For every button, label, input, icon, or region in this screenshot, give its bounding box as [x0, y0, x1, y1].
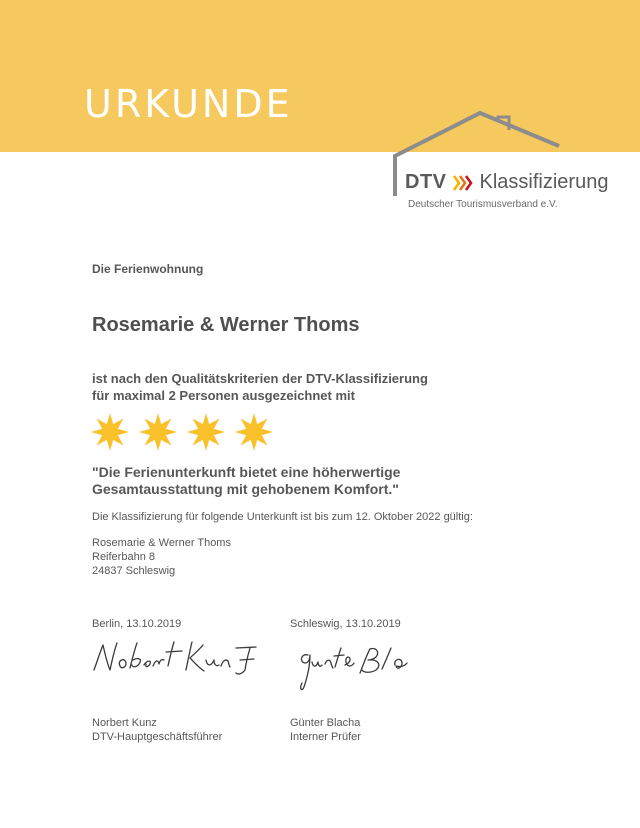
star-icon: [234, 412, 274, 452]
star-icon: [138, 412, 178, 452]
signer-kunz-name: Norbert Kunz: [92, 717, 157, 729]
quote-line-2: Gesamtausstattung mit gehobenem Komfort.": [92, 481, 399, 497]
dtv-logo-name: Klassifizierung: [479, 171, 609, 193]
address-street: Reiferbahn 8: [92, 551, 155, 563]
criteria-statement: [92, 370, 428, 404]
accommodation-address: [92, 536, 231, 578]
criteria-line-1: ist nach den Qualitätskriterien der DTV-Klassifizierung: [92, 371, 428, 386]
address-name: Rosemarie & Werner Thoms: [92, 537, 231, 549]
validity-statement: Die Klassifizierung für folgende Unterkunft ist bis zum 12. Oktober 2022 gültig:: [92, 511, 473, 523]
signature-norbert-kunz: [90, 638, 262, 680]
place-date-berlin: Berlin, 13.10.2019: [92, 618, 182, 630]
holder-name: Rosemarie & Werner Thoms: [92, 314, 360, 336]
signer-blacha-name: Günter Blacha: [290, 717, 361, 729]
star-icon: [90, 412, 130, 452]
dtv-organization: Deutscher Tourismusverband e.V.: [408, 199, 558, 210]
signer-blacha: [290, 716, 361, 744]
chevron-icon: [453, 174, 473, 192]
signer-blacha-role: Interner Prüfer: [290, 731, 361, 743]
star-rating: [90, 412, 274, 452]
star-icon: [186, 412, 226, 452]
signer-kunz-role: DTV-Hauptgeschäftsführer: [92, 731, 223, 743]
certificate-title: URKUNDE: [84, 82, 293, 126]
place-date-schleswig: Schleswig, 13.10.2019: [290, 618, 401, 630]
quote-line-1: "Die Ferienunterkunft bietet eine höherwertige: [92, 464, 401, 480]
dtv-logo: [405, 171, 608, 194]
address-city: 24837 Schleswig: [92, 565, 176, 577]
dtv-logo-abbr: DTV: [405, 171, 447, 193]
criteria-line-2: für maximal 2 Personen ausgezeichnet mit: [92, 388, 355, 403]
rating-description: [92, 464, 400, 498]
signature-guenter-blacha: [301, 648, 407, 690]
signer-kunz: [92, 716, 222, 744]
accommodation-type: Die Ferienwohnung: [92, 262, 204, 276]
